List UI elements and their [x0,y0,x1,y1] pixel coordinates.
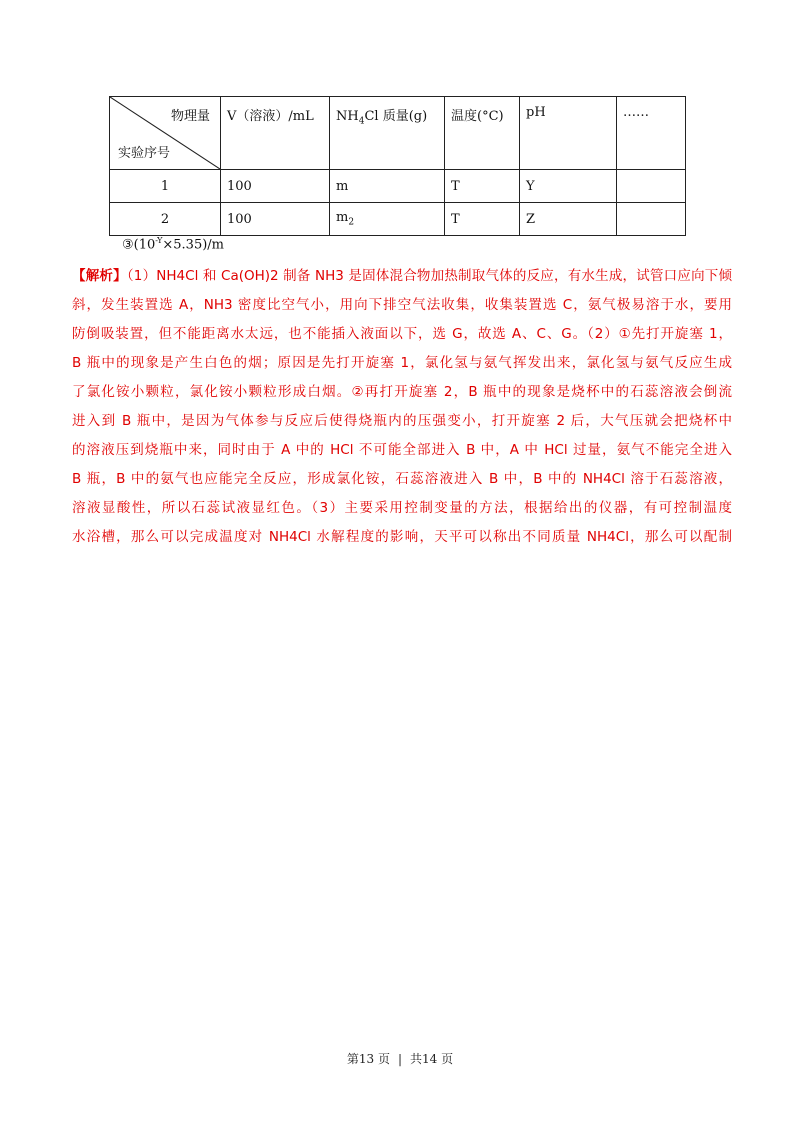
row-volume: 100 [221,170,330,203]
header-temperature: 温度(°C) [445,97,520,170]
row-mass: $m_2$ [330,203,445,236]
row-ph: Z [520,203,617,236]
row-index: 1 [110,170,221,203]
analysis-tag: 【解析】 [72,268,127,284]
header-mass: $NH_4Cl$ 质量(g) [330,97,445,170]
row-temperature: T [445,170,520,203]
row-volume: 100 [221,203,330,236]
formula-exponent: -Y [155,236,163,245]
analysis-line: 进入到 B 瓶中，是因为气体参与反应后使得烧瓶内的压强变小，打开旋塞 2 后，大气压就会把烧杯中 [72,413,732,429]
formula-suffix: ×5.35)/m [162,237,225,253]
row-etc [617,203,686,236]
analysis-line: 的溶液压到烧瓶中来，同时由于 A 中的 HCl 不可能全部进入 B 中，A 中 HCl 过量，氨气不能完全进入 [72,442,732,458]
footer-separator: | [397,1052,403,1066]
analysis-line: 了氯化铵小颗粒，氯化铵小颗粒形成白烟。②再打开旋塞 2，B 瓶中的现象是烧杯中的石蕊溶液会倒流 [72,384,732,400]
page-footer [0,1050,800,1067]
analysis-line-1 [72,262,732,291]
analysis-line: 水浴槽，那么可以完成温度对 NH4Cl 水解程度的影响，天平可以称出不同质量 NH4Cl，那么可以配制 [72,529,732,545]
table-row [110,170,686,203]
corner-label-experiment-no: 实验序号 [118,146,171,161]
analysis-text: （1）NH4Cl 和 Ca(OH)2 制备 NH3 是固体混合物加热制取气体的反应，有水生成，试管口应向下倾 [126,268,733,284]
header-etc: …… [617,97,686,170]
analysis-line: 防倒吸装置，但不能距离水太远，也不能插入液面以下，选 G，故选 A、C、G。（2）①先打开旋塞 1， [72,326,732,342]
table-header-row [110,97,686,170]
row-ph: Y [520,170,617,203]
analysis-line: B 瓶中的现象是产生白色的烟；原因是先打开旋塞 1，氯化氢与氨气挥发出来，氯化氢与氨气反应生成 [72,355,732,371]
page-total: 共14 页 [410,1052,454,1066]
formula-prefix: ③(10 [122,237,156,253]
row-index: 2 [110,203,221,236]
analysis-line: 溶液显酸性，所以石蕊试液显红色。（3）主要采用控制变量的方法，根据给出的仪器，有可控制温度 [72,500,732,516]
row-mass: m [330,170,445,203]
header-ph: pH [520,97,617,170]
header-volume: V（溶液）/mL [221,97,330,170]
row-temperature: T [445,203,520,236]
answer-formula [122,236,224,252]
table-row [110,203,686,236]
row-etc [617,170,686,203]
analysis-section [72,262,732,552]
table-corner-cell [110,97,221,170]
analysis-line: 斜，发生装置选 A，NH3 密度比空气小，用向下排空气法收集，收集装置选 C，氨气极易溶于水，要用 [72,297,732,313]
corner-label-quantity: 物理量 [170,109,210,124]
page-number: 第13 页 [346,1052,390,1066]
experiment-table [109,96,686,236]
analysis-line: B 瓶，B 中的氨气也应能完全反应，形成氯化铵，石蕊溶液进入 B 中，B 中的 NH4Cl 溶于石蕊溶液， [72,471,732,487]
